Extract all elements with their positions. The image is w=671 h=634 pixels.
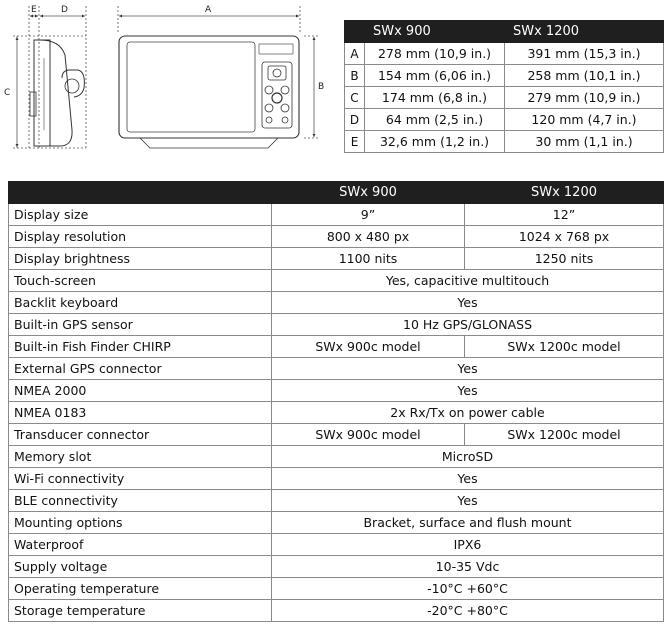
spec-value-both: 10-35 Vdc bbox=[272, 556, 664, 578]
spec-row bbox=[9, 402, 664, 424]
dimension-drawing bbox=[0, 0, 335, 160]
spec-row bbox=[9, 534, 664, 556]
dimensions-row bbox=[345, 109, 664, 131]
dimension-letter: A bbox=[345, 43, 365, 65]
specifications-table bbox=[8, 181, 664, 622]
dimension-swx1200: 391 mm (15,3 in.) bbox=[505, 43, 664, 65]
spec-row bbox=[9, 556, 664, 578]
spec-value-both: Yes, capacitive multitouch bbox=[272, 270, 664, 292]
spec-value-swx1200: 1024 x 768 px bbox=[465, 226, 664, 248]
dimension-swx1200: 30 mm (1,1 in.) bbox=[505, 131, 664, 153]
spec-row bbox=[9, 270, 664, 292]
spec-label: Display size bbox=[9, 204, 272, 226]
spec-row bbox=[9, 512, 664, 534]
dimension-letter: D bbox=[345, 109, 365, 131]
spec-value-swx900: SWx 900c model bbox=[272, 424, 465, 446]
spec-row bbox=[9, 446, 664, 468]
spec-value-both: Yes bbox=[272, 380, 664, 402]
spec-label: Supply voltage bbox=[9, 556, 272, 578]
dim-label-a: A bbox=[205, 5, 212, 15]
specs-header-swx1200: SWx 1200 bbox=[465, 182, 664, 204]
dimensions-header-swx1200: SWx 1200 bbox=[505, 21, 664, 43]
spec-label: Touch-screen bbox=[9, 270, 272, 292]
spec-row bbox=[9, 248, 664, 270]
dimensions-row bbox=[345, 65, 664, 87]
spec-row bbox=[9, 204, 664, 226]
spec-value-swx900: 1100 nits bbox=[272, 248, 465, 270]
spec-label: Operating temperature bbox=[9, 578, 272, 600]
spec-row bbox=[9, 336, 664, 358]
spec-value-swx1200: 12” bbox=[465, 204, 664, 226]
spec-value-both: MicroSD bbox=[272, 446, 664, 468]
spec-label: Wi-Fi connectivity bbox=[9, 468, 272, 490]
spec-label: Mounting options bbox=[9, 512, 272, 534]
spec-value-both: IPX6 bbox=[272, 534, 664, 556]
spec-value-both: Yes bbox=[272, 490, 664, 512]
spec-value-swx1200: SWx 1200c model bbox=[465, 336, 664, 358]
spec-label: Transducer connector bbox=[9, 424, 272, 446]
dimension-letter: C bbox=[345, 87, 365, 109]
spec-value-both: Yes bbox=[272, 358, 664, 380]
spec-label: NMEA 2000 bbox=[9, 380, 272, 402]
spec-label: Memory slot bbox=[9, 446, 272, 468]
spec-row bbox=[9, 380, 664, 402]
dim-label-c: C bbox=[4, 88, 11, 98]
spec-value-both: Bracket, surface and flush mount bbox=[272, 512, 664, 534]
spec-row bbox=[9, 578, 664, 600]
spec-value-swx900: SWx 900c model bbox=[272, 336, 465, 358]
dimension-swx1200: 258 mm (10,1 in.) bbox=[505, 65, 664, 87]
specs-header-row bbox=[9, 182, 664, 204]
spec-label: Waterproof bbox=[9, 534, 272, 556]
spec-value-both: 10 Hz GPS/GLONASS bbox=[272, 314, 664, 336]
spec-row bbox=[9, 292, 664, 314]
spec-label: Storage temperature bbox=[9, 600, 272, 622]
dimension-swx1200: 279 mm (10,9 in.) bbox=[505, 87, 664, 109]
dim-label-d: D bbox=[61, 5, 68, 15]
dimensions-header-blank bbox=[345, 21, 365, 43]
spec-row bbox=[9, 490, 664, 512]
dimension-swx900: 32,6 mm (1,2 in.) bbox=[365, 131, 505, 153]
spec-value-swx1200: 1250 nits bbox=[465, 248, 664, 270]
dimensions-table bbox=[344, 20, 664, 153]
spec-value-both: -10°C +60°C bbox=[272, 578, 664, 600]
dimension-letter: B bbox=[345, 65, 365, 87]
spec-row bbox=[9, 358, 664, 380]
spec-label: Display brightness bbox=[9, 248, 272, 270]
spec-value-swx900: 9” bbox=[272, 204, 465, 226]
spec-label: Built-in GPS sensor bbox=[9, 314, 272, 336]
specs-header-swx900: SWx 900 bbox=[272, 182, 465, 204]
spec-value-both: 2x Rx/Tx on power cable bbox=[272, 402, 664, 424]
dimension-swx900: 64 mm (2,5 in.) bbox=[365, 109, 505, 131]
spec-row bbox=[9, 314, 664, 336]
spec-row bbox=[9, 468, 664, 490]
spec-row bbox=[9, 424, 664, 446]
dimension-swx900: 174 mm (6,8 in.) bbox=[365, 87, 505, 109]
spec-label: External GPS connector bbox=[9, 358, 272, 380]
dimensions-header-row bbox=[345, 21, 664, 43]
spec-value-both: -20°C +80°C bbox=[272, 600, 664, 622]
dimensions-row bbox=[345, 131, 664, 153]
spec-value-both: Yes bbox=[272, 292, 664, 314]
spec-value-swx1200: SWx 1200c model bbox=[465, 424, 664, 446]
spec-label: NMEA 0183 bbox=[9, 402, 272, 424]
spec-label: BLE connectivity bbox=[9, 490, 272, 512]
dim-label-e: E bbox=[31, 5, 37, 15]
dimension-swx900: 278 mm (10,9 in.) bbox=[365, 43, 505, 65]
dimension-swx900: 154 mm (6,06 in.) bbox=[365, 65, 505, 87]
spec-value-both: Yes bbox=[272, 468, 664, 490]
dimension-letter: E bbox=[345, 131, 365, 153]
dimension-swx1200: 120 mm (4,7 in.) bbox=[505, 109, 664, 131]
spec-value-swx900: 800 x 480 px bbox=[272, 226, 465, 248]
spec-label: Built-in Fish Finder CHIRP bbox=[9, 336, 272, 358]
spec-label: Display resolution bbox=[9, 226, 272, 248]
dimensions-row bbox=[345, 87, 664, 109]
spec-row bbox=[9, 226, 664, 248]
dimensions-header-swx900: SWx 900 bbox=[365, 21, 505, 43]
specs-header-blank bbox=[9, 182, 272, 204]
spec-label: Backlit keyboard bbox=[9, 292, 272, 314]
dim-label-b: B bbox=[318, 82, 325, 92]
dimensions-row bbox=[345, 43, 664, 65]
spec-row bbox=[9, 600, 664, 622]
